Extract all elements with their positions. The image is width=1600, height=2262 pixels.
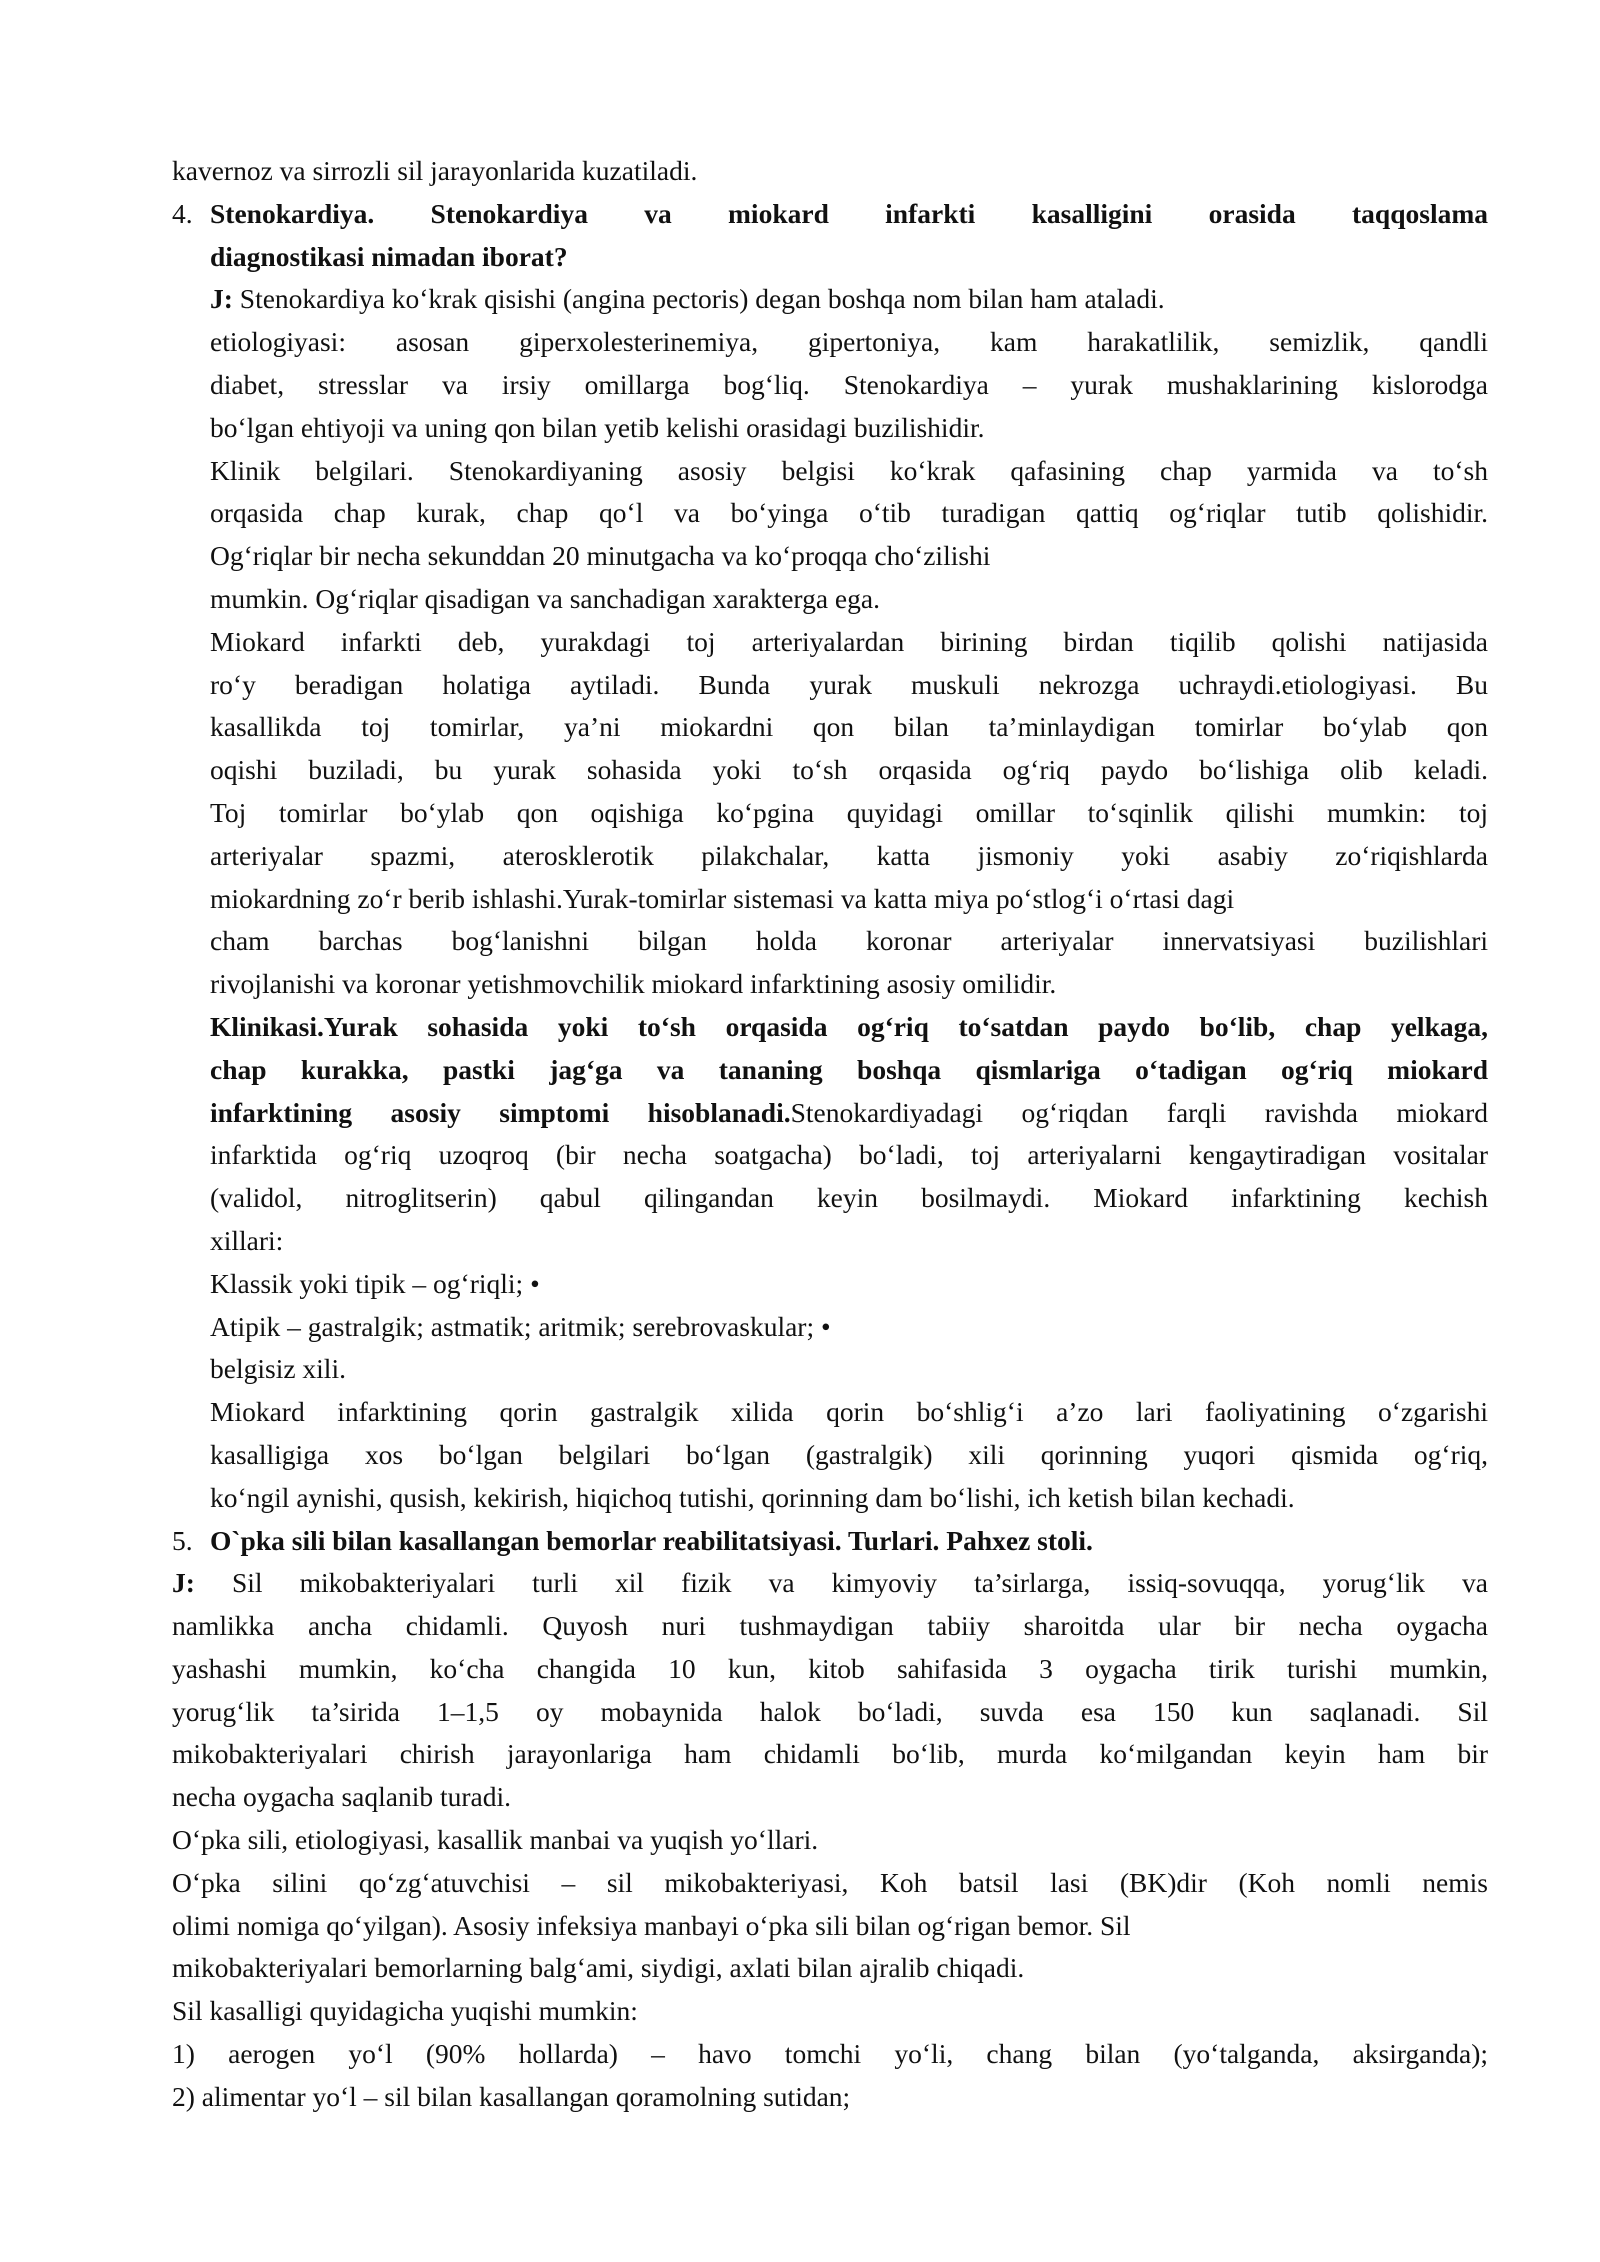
- text-line: diabet, stresslar va irsiy omillarga bog‘liq. Stenokardiya – yurak mushaklarining kislorodga: [210, 368, 1488, 400]
- list-item: 2) alimentar yo‘l – sil bilan kasallangan qoramolning sutidan;: [172, 2080, 851, 2112]
- question-heading: diagnostikasi nimadan iborat?: [210, 240, 568, 272]
- document-page: [172, 150, 1488, 2119]
- list-item: 1) aerogen yo‘l (90% hollarda) – havo tomchi yo‘li, chang bilan (yo‘talganda, aksirganda);: [172, 2038, 1488, 2070]
- text-line: namlikka ancha chidamli. Quyosh nuri tushmaydigan tabiiy sharoitda ular bir necha oygacha: [172, 1610, 1488, 1642]
- text-line: yorug‘lik ta’sirida 1–1,5 oy mobaynida halok bo‘ladi, suvda esa 150 kun saqlanadi. Sil: [172, 1695, 1488, 1727]
- text-line: rivojlanishi va koronar yetishmovchilik miokard infarktining asosiy omilidir.: [210, 968, 1057, 1000]
- text-line: xillari:: [210, 1224, 284, 1256]
- question-heading: 4. Stenokardiya. Stenokardiya va miokard infarkti kasalligini orasida taqqoslama: [172, 197, 1488, 229]
- bold-text-line: Klinikasi.Yurak sohasida yoki to‘sh orqasida og‘riq to‘satdan paydo bo‘lib, chap yelkaga,: [210, 1010, 1488, 1042]
- text-line: (validol, nitroglitserin) qabul qilingandan keyin bosilmaydi. Miokard infarktining kechish: [210, 1182, 1488, 1214]
- list-item: Atipik – gastralgik; astmatik; aritmik; serebrovaskular; •: [210, 1310, 831, 1342]
- text-line: O‘pka silini qo‘zg‘atuvchisi – sil mikobakteriyasi, Koh batsil lasi (BK)dir (Koh nomli nemis: [172, 1866, 1488, 1898]
- text-line: etiologiyasi: asosan giperxolesterinemiya, gipertoniya, kam harakatlilik, semizlik, qandli: [210, 326, 1488, 358]
- text-line: Og‘riqlar bir necha sekunddan 20 minutgacha va ko‘proqqa cho‘zilishi: [210, 540, 991, 572]
- text-line: olimi nomiga qo‘yilgan). Asosiy infeksiya manbayi o‘pka sili bilan og‘rigan bemor. Sil: [172, 1909, 1131, 1941]
- text-line: miokardning zo‘r berib ishlashi.Yurak-tomirlar sistemasi va katta miya po‘stlog‘i o‘rtasi dagi: [210, 882, 1235, 914]
- text-line: Sil kasalligi quyidagicha yuqishi mumkin:: [172, 1995, 638, 2027]
- text-line: kasalligiga xos bo‘lgan belgilari bo‘lgan (gastralgik) xili qorinning yuqori qismida og‘riq,: [210, 1438, 1488, 1470]
- bold-text-line: chap kurakka, pastki jag‘ga va tananing boshqa qismlariga o‘tadigan og‘riq miokard: [210, 1053, 1488, 1085]
- text-line: ko‘ngil aynishi, qusish, kekirish, hiqichoq tutishi, qorinning dam bo‘lishi, ich ketish bilan kechadi.: [210, 1481, 1295, 1513]
- list-item: belgisiz xili.: [210, 1353, 346, 1385]
- text-line: cham barchas bog‘lanishni bilgan holda koronar arteriyalar innervatsiyasi buzilishlari: [210, 925, 1488, 957]
- text-line: mikobakteriyalari chirish jarayonlariga ham chidamli bo‘lib, murda ko‘milgandan keyin ham bir: [172, 1738, 1488, 1770]
- answer-line: J: Sil mikobakteriyalari turli xil fizik va kimyoviy ta’sirlarga, issiq-sovuqqa, yorug‘lik va: [172, 1567, 1488, 1599]
- text-line: Toj tomirlar bo‘ylab qon oqishiga ko‘pgina quyidagi omillar to‘sqinlik qilishi mumkin: toj: [210, 796, 1488, 828]
- text-line: Miokard infarkti deb, yurakdagi toj arteriyalardan birining birdan tiqilib qolishi natijasida: [210, 625, 1488, 657]
- text-line: mikobakteriyalari bemorlarning balg‘ami, siydigi, axlati bilan ajralib chiqadi.: [172, 1952, 1025, 1984]
- text-line: Miokard infarktining qorin gastralgik xilida qorin bo‘shlig‘i a’zo lari faoliyatining o‘zgarishi: [210, 1396, 1488, 1428]
- text-line: necha oygacha saqlanib turadi.: [172, 1781, 512, 1813]
- text-line: kavernoz va sirrozli sil jarayonlarida kuzatiladi.: [172, 155, 698, 186]
- text-line: bo‘lgan ehtiyoji va uning qon bilan yetib kelishi orasidagi buzilishidir.: [210, 411, 985, 443]
- text-line: mumkin. Og‘riqlar qisadigan va sanchadigan xarakterga ega.: [210, 582, 880, 614]
- text-line: infarktining asosiy simptomi hisoblanadi.Stenokardiyadagi og‘riqdan farqli ravishda miokard: [210, 1096, 1488, 1128]
- subheading-line: O‘pka sili, etiologiyasi, kasallik manbai va yuqish yo‘llari.: [172, 1824, 819, 1856]
- question-heading: 5. O`pka sili bilan kasallangan bemorlar reabilitatsiyasi. Turlari. Pahxez stoli.: [172, 1524, 1093, 1556]
- text-line: arteriyalar spazmi, aterosklerotik pilakchalar, katta jismoniy yoki asabiy zo‘riqishlarda: [210, 839, 1488, 871]
- text-line: oqishi buziladi, bu yurak sohasida yoki to‘sh orqasida og‘riq paydo bo‘lishiga olib keladi.: [210, 754, 1488, 786]
- text-line: infarktida og‘riq uzoqroq (bir necha soatgacha) bo‘ladi, toj arteriyalarni kengaytiradigan vositalar: [210, 1139, 1488, 1171]
- answer-line: J: Stenokardiya ko‘krak qisishi (angina pectoris) degan boshqa nom bilan ham ataladi.: [210, 283, 1165, 315]
- list-item: Klassik yoki tipik – og‘riqli; •: [210, 1267, 540, 1299]
- text-line: kasallikda toj tomirlar, ya’ni miokardni qon bilan ta’minlaydigan tomirlar bo‘ylab qon: [210, 711, 1488, 743]
- text-line: orqasida chap kurak, chap qo‘l va bo‘yinga o‘tib turadigan qattiq og‘riqlar tutib qolishidir.: [210, 497, 1488, 529]
- text-line: ro‘y beradigan holatiga aytiladi. Bunda yurak muskuli nekrozga uchraydi.etiologiyasi. Bu: [210, 668, 1488, 700]
- text-line: yashashi mumkin, ko‘cha changida 10 kun, kitob sahifasida 3 oygacha tirik turishi mumkin,: [172, 1652, 1488, 1684]
- text-line: Klinik belgilari. Stenokardiyaning asosiy belgisi ko‘krak qafasining chap yarmida va to‘sh: [210, 454, 1488, 486]
